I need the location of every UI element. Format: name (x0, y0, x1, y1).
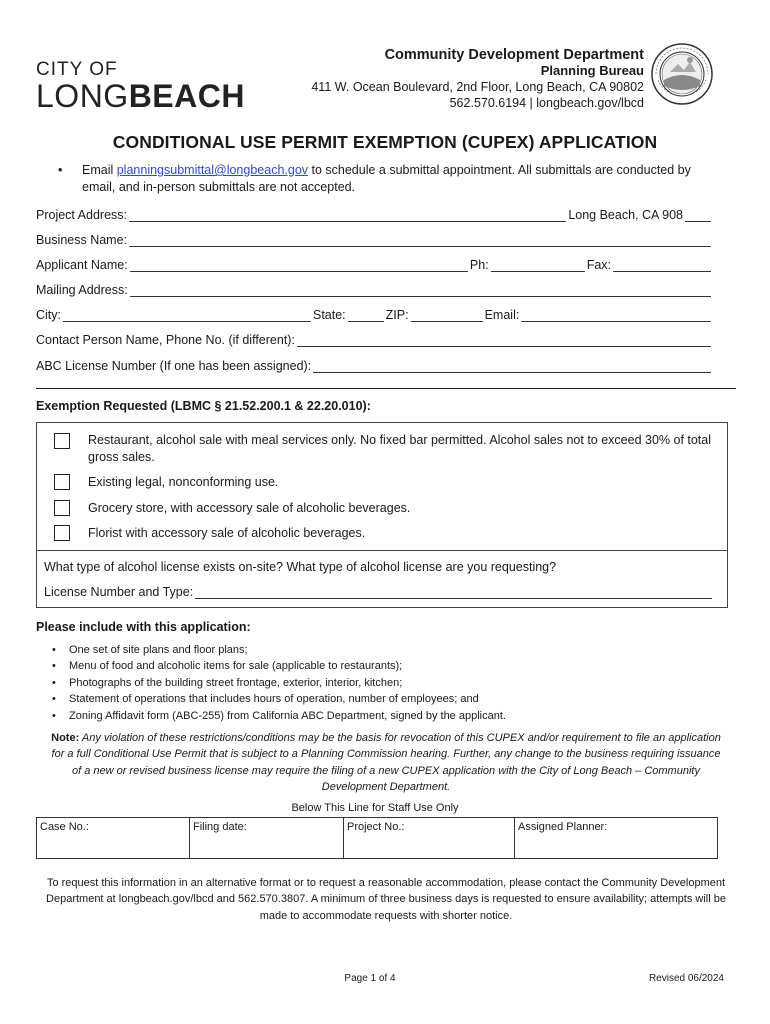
list-item: • Zoning Affidavit form (ABC-255) from California ABC Department, signed by the applicant. (52, 708, 506, 724)
grocery-checkbox[interactable] (54, 500, 70, 516)
mailing-address-label: Mailing Address: (36, 283, 128, 297)
project-address-label: Project Address: (36, 208, 128, 222)
exemption-option-label: Existing legal, nonconforming use. (88, 475, 279, 489)
exemption-option (37, 474, 727, 492)
include-list (52, 642, 506, 724)
page-number: Page 1 of 4 (344, 973, 396, 984)
license-row (44, 583, 714, 599)
email-field[interactable] (521, 309, 711, 322)
section-divider (36, 388, 736, 389)
phone-label: Ph: (469, 258, 489, 272)
fax-field[interactable] (613, 259, 711, 272)
state-label: State: (313, 308, 346, 322)
case-no-cell: Case No.: (37, 818, 190, 858)
exemption-option-label: Restaurant, alcohol sale with meal services only. No fixed bar permitted. Alcohol sales not to exceed 30% of total gross sales. (88, 433, 712, 464)
page-title: CONDITIONAL USE PERMIT EXEMPTION (CUPEX) APPLICATION (112, 132, 658, 152)
state-field[interactable] (348, 309, 384, 322)
bureau-name: Planning Bureau (540, 63, 644, 78)
project-address-row (36, 206, 713, 222)
logo-city-of: CITY OF (36, 59, 118, 80)
applicant-name-field[interactable] (130, 259, 468, 272)
exemption-heading: Exemption Requested (LBMC § 21.52.200.1 & 22.20.010): (36, 399, 371, 413)
exemption-option (37, 432, 727, 468)
nonconforming-checkbox[interactable] (54, 474, 70, 490)
project-address-suffix: Long Beach, CA 908 (568, 208, 683, 222)
contact-person-field[interactable] (297, 334, 711, 347)
zip-suffix-field[interactable] (685, 209, 711, 222)
restaurant-checkbox[interactable] (54, 433, 70, 449)
license-label: License Number and Type: (44, 585, 194, 599)
zip-field[interactable] (411, 309, 483, 322)
license-box (36, 549, 728, 608)
zip-label: ZIP: (385, 308, 409, 322)
revision-date: Revised 06/2024 (648, 973, 724, 984)
logo-long-beach (36, 79, 245, 113)
license-question: What type of alcohol license exists on-site? What type of alcohol license are you requesting? (44, 560, 557, 574)
logo-beach: BEACH (128, 78, 245, 114)
city-label: City: (36, 308, 61, 322)
note-paragraph (46, 730, 726, 796)
list-item: • Statement of operations that includes hours of operation, number of employees; and (52, 691, 506, 707)
email-label: Email: (484, 308, 520, 322)
applicant-name-label: Applicant Name: (36, 258, 128, 272)
logo-long: LONG (36, 78, 129, 114)
project-address-field[interactable] (129, 209, 566, 222)
city-state-zip-row (36, 306, 713, 322)
note-label: Note: (51, 732, 80, 744)
phone-field[interactable] (491, 259, 585, 272)
abc-license-field[interactable] (313, 360, 711, 373)
department-name: Community Development Department (384, 47, 644, 63)
abc-license-label: ABC License Number (If one has been assigned): (36, 359, 312, 373)
instruction-prefix: Email (82, 163, 117, 177)
department-contact: 562.570.6194 | longbeach.gov/lbcd (449, 96, 644, 110)
filing-date-cell: Filing date: (190, 818, 344, 858)
list-item: • One set of site plans and floor plans; (52, 642, 506, 658)
note-text: Any violation of these restrictions/conditions may be the basis for revocation of this CUPEX and/or requirement to file an application for a full Conditional Use Permit that is subject to a Planning Commission hearing. Further, any change to the business requiring issuance of a new or revised business license may require the filing of a new CUPEX application with the City of Long Beach – Community Development Department. (51, 732, 721, 794)
license-field[interactable] (195, 586, 712, 599)
fax-label: Fax: (586, 258, 611, 272)
instruction-text (82, 162, 718, 196)
staff-use-table (36, 817, 718, 859)
include-heading: Please include with this application: (36, 620, 251, 634)
staff-use-label: Below This Line for Staff Use Only (291, 802, 459, 814)
exemption-option-label: Florist with accessory sale of alcoholic beverages. (88, 526, 366, 540)
instruction-suffix: to schedule a submittal appointment. All submittals are conducted by email, and in-person submittals are not accepted. (82, 163, 691, 194)
email-link[interactable]: planningsubmittal@longbeach.gov (116, 163, 309, 177)
florist-checkbox[interactable] (54, 525, 70, 541)
assigned-planner-cell: Assigned Planner: (518, 821, 608, 833)
list-item: • Photographs of the building street frontage, exterior, interior, kitchen; (52, 675, 506, 691)
mailing-address-row (36, 281, 713, 297)
accommodation-notice: To request this information in an alternative format or to request a reasonable accommodation, please contact the Community Development Department at longbeach.gov/lbcd and 562.570.3807. A minimum of three business days is requested to ensure availability; attempts will be made to accommodate requests with shorter notice. (46, 877, 726, 922)
business-name-field[interactable] (129, 234, 711, 247)
exemption-options-box (36, 422, 728, 551)
city-logo (36, 60, 245, 113)
city-seal-icon (650, 42, 714, 106)
bullet-dot: • (58, 163, 63, 177)
department-address: 411 W. Ocean Boulevard, 2nd Floor, Long Beach, CA 90802 (311, 80, 644, 94)
department-info (311, 47, 644, 111)
applicant-row (36, 256, 713, 272)
mailing-address-field[interactable] (130, 284, 711, 297)
contact-person-row (36, 331, 713, 347)
project-no-cell: Project No.: (344, 818, 515, 858)
list-item: • Menu of food and alcoholic items for sale (applicable to restaurants); (52, 658, 506, 674)
contact-person-label: Contact Person Name, Phone No. (if different): (36, 333, 295, 347)
submittal-instructions (58, 162, 718, 196)
exemption-option (37, 525, 727, 543)
abc-license-row (36, 357, 713, 373)
city-field[interactable] (63, 309, 311, 322)
business-name-label: Business Name: (36, 233, 128, 247)
business-name-row (36, 231, 713, 247)
exemption-option (37, 500, 727, 518)
exemption-option-label: Grocery store, with accessory sale of alcoholic beverages. (88, 501, 411, 515)
